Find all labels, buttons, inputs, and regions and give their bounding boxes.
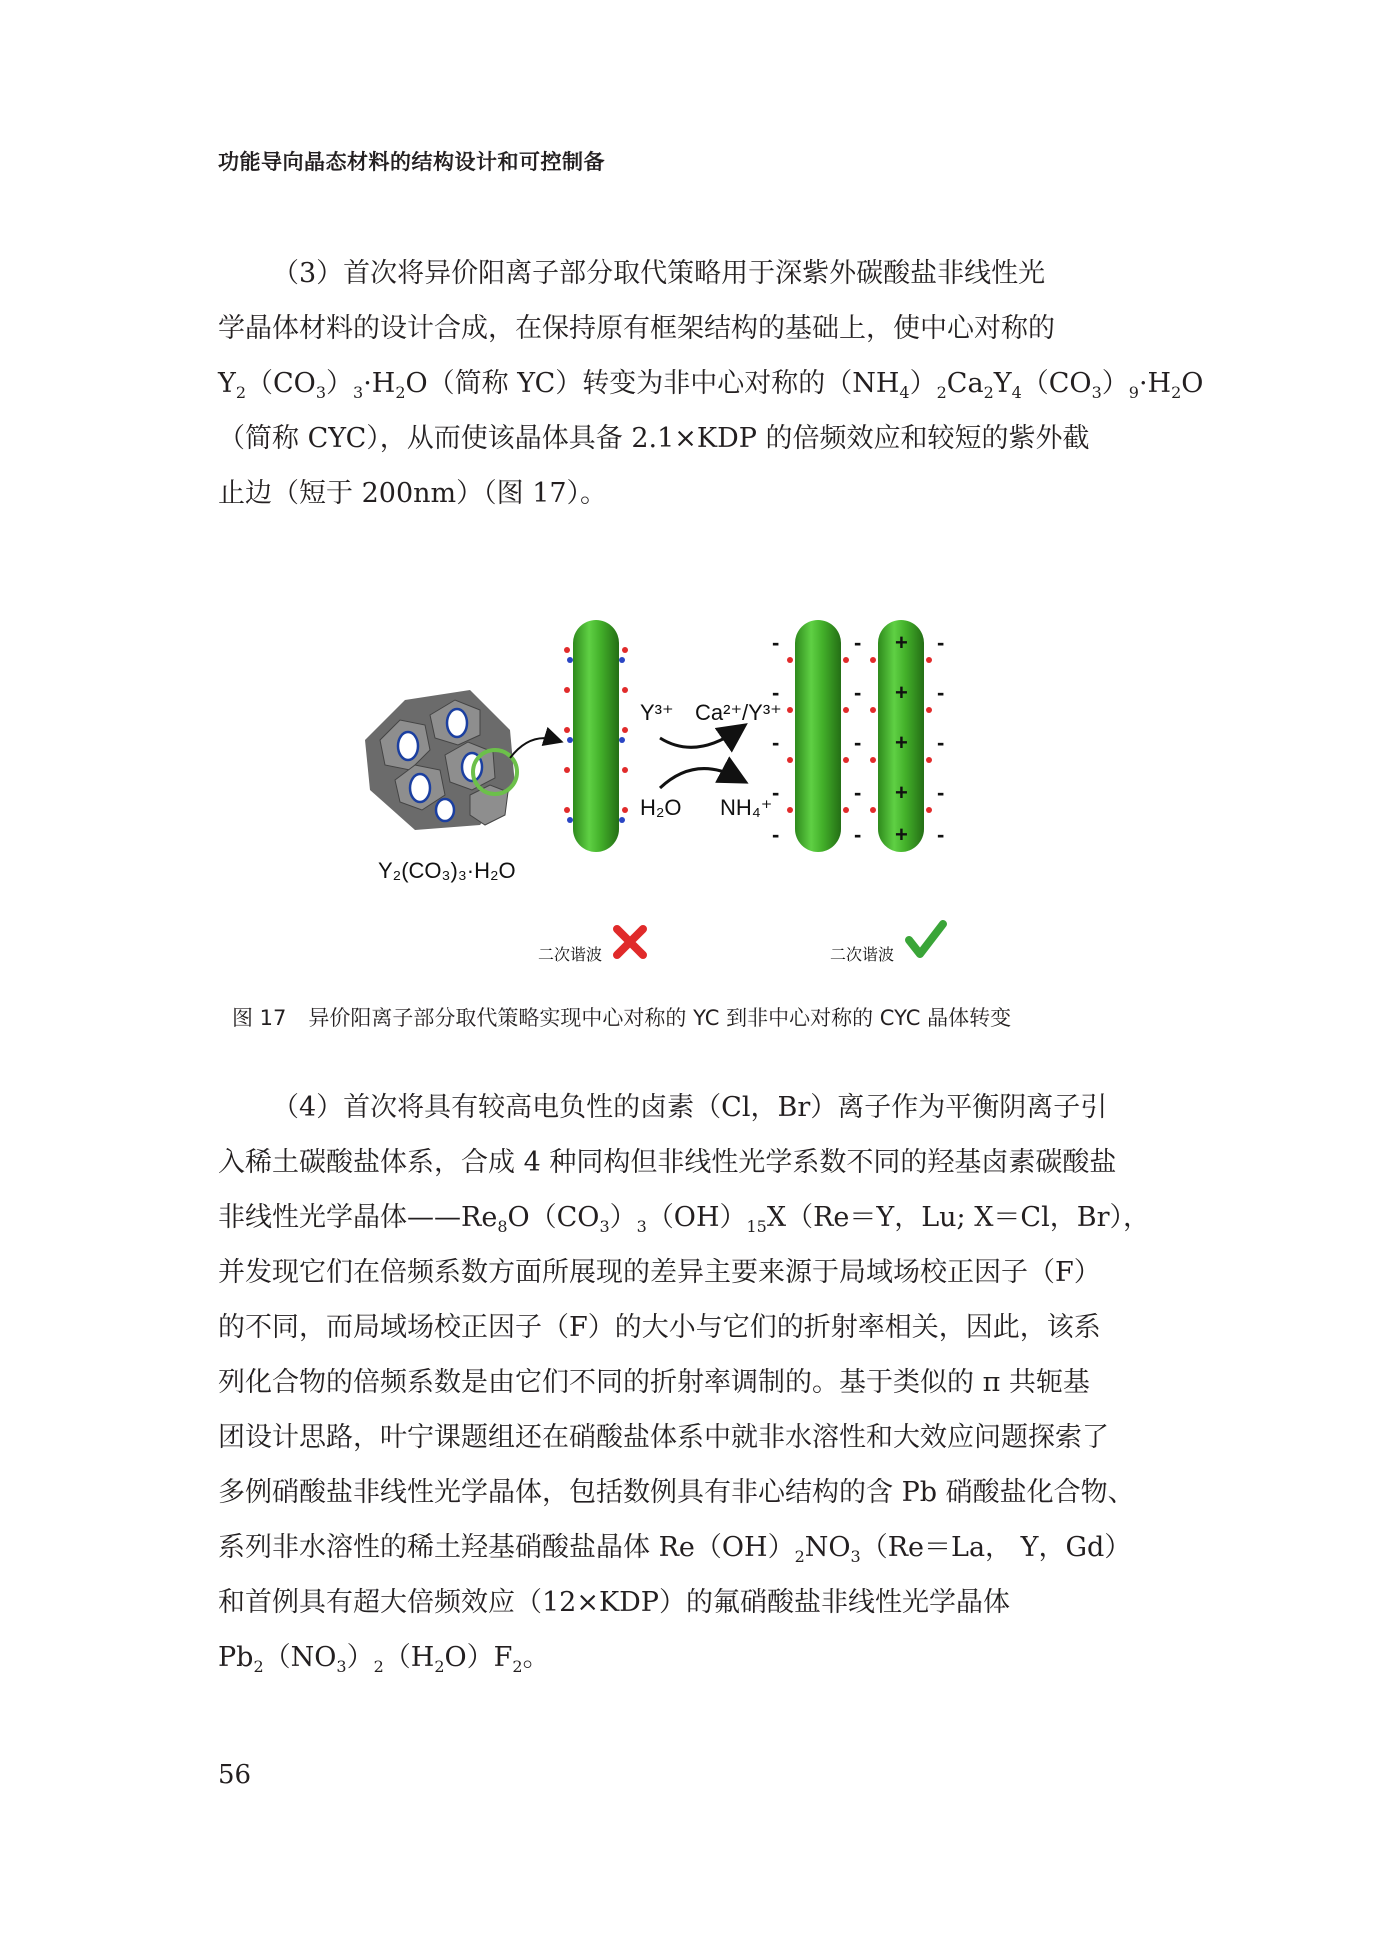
paragraph-line-formula: 系列非水溶性的稀土羟基硝酸盐晶体 $Re(OH)_2NO_3(Re=La$， Y，Gd） [218,1532,1132,1566]
y3-label: Y³⁺ [640,700,674,725]
minus-sign: - [937,822,945,847]
paragraph-line: 止边（短于 200nm）（图 17）。 [218,478,608,509]
yc-rod [564,620,628,852]
paragraph-line: （3）首次将异价阳离子部分取代策略用于深紫外碳酸盐非线性光 [272,258,1046,289]
paragraph-line: （简称 CYC），从而使该晶体具备 2.1×KDP 的倍频效应和较短的紫外截 [218,423,1090,454]
paragraph-line-formula: $Pb_2(NO_3)_2(H_2O)F_2$。 [218,1642,550,1676]
paragraph-line: 入稀土碳酸盐体系，合成 4 种同构但非线性光学系数不同的羟基卤素碳酸盐 [218,1147,1117,1178]
plus-sign: + [895,630,908,655]
minus-sign: - [772,680,780,705]
check-icon [909,924,943,954]
paragraph-line: 和首例具有超大倍频效应（12×KDP）的氟硝酸盐非线性光学晶体 [218,1587,1010,1618]
minus-sign: - [854,822,862,847]
minus-sign: - [854,780,862,805]
reaction-arrow-top [660,730,738,747]
paragraph-4 [218,1080,1162,1685]
paragraph-line: 学晶体材料的设计合成，在保持原有框架结构的基础上，使中心对称的 [218,313,1055,344]
minus-sign: - [772,630,780,655]
paragraph-line: 并发现它们在倍频系数方面所展现的差异主要来源于局域场校正因子（F） [218,1257,1101,1288]
plus-sign: + [895,822,908,847]
page-number: 56 [218,1760,252,1790]
minus-sign: - [854,630,862,655]
nh4-label: NH₄⁺ [720,795,773,820]
minus-sign: - [772,780,780,805]
paragraph-line: （4）首次将具有较高电负性的卤素（Cl，Br）离子作为平衡阴离子引 [272,1092,1108,1123]
paragraph-3 [218,246,1204,521]
cross-icon [617,929,643,955]
minus-sign: - [937,630,945,655]
shg-label-left: 二次谐波 [538,945,603,964]
minus-sign: - [772,730,780,755]
paragraph-line: 多例硝酸盐非线性光学晶体，包括数例具有非心结构的含 Pb 硝酸盐化合物、 [218,1477,1135,1508]
plus-sign: + [895,780,908,805]
minus-sign: - [772,822,780,847]
shg-label-right: 二次谐波 [830,945,895,964]
cyc-rod-left [787,620,849,852]
figure-17 [360,620,1040,980]
minus-sign: - [854,730,862,755]
paragraph-line-formula: $Y_2(CO_3)_3\cdot H_2O$（简称 YC）转变为非中心对称的$(NH_4)_2Ca_2Y_4(CO_3)_9\cdot H_2O$ [218,368,1204,402]
paragraph-line: 列化合物的倍频系数是由它们不同的折射率调制的。基于类似的 π 共轭基 [218,1367,1090,1398]
crystal-structure [365,690,517,830]
transition-arrow [510,738,556,758]
caption-text: 异价阳离子部分取代策略实现中心对称的 YC 到非中心对称的 CYC 晶体转变 [308,1006,1012,1030]
caption-number: 图 17 [232,1006,287,1030]
minus-sign: - [937,730,945,755]
minus-sign: - [854,680,862,705]
running-header: 功能导向晶态材料的结构设计和可控制备 [218,150,605,174]
plus-sign: + [895,730,908,755]
minus-sign: - [937,680,945,705]
paragraph-line-formula: 非线性光学晶体$——Re_8O(CO_3)_3(OH)_{15}X(Re=Y$，Lu; X＝Cl，Br）， [218,1202,1150,1236]
reaction-arrow-bottom [660,769,738,788]
paragraph-line: 团设计思路，叶宁课题组还在硝酸盐体系中就非水溶性和大效应问题探索了 [218,1422,1109,1453]
h2o-label: H₂O [640,795,682,820]
minus-sign: - [937,780,945,805]
paragraph-line: 的不同，而局域场校正因子（F）的大小与它们的折射率相关，因此，该系 [218,1312,1101,1343]
crystal-formula-label: Y₂(CO₃)₃·H₂O [378,858,516,883]
ca-y-label: Ca²⁺/Y³⁺ [695,700,782,725]
plus-sign: + [895,680,908,705]
figure-caption [232,1002,1011,1032]
